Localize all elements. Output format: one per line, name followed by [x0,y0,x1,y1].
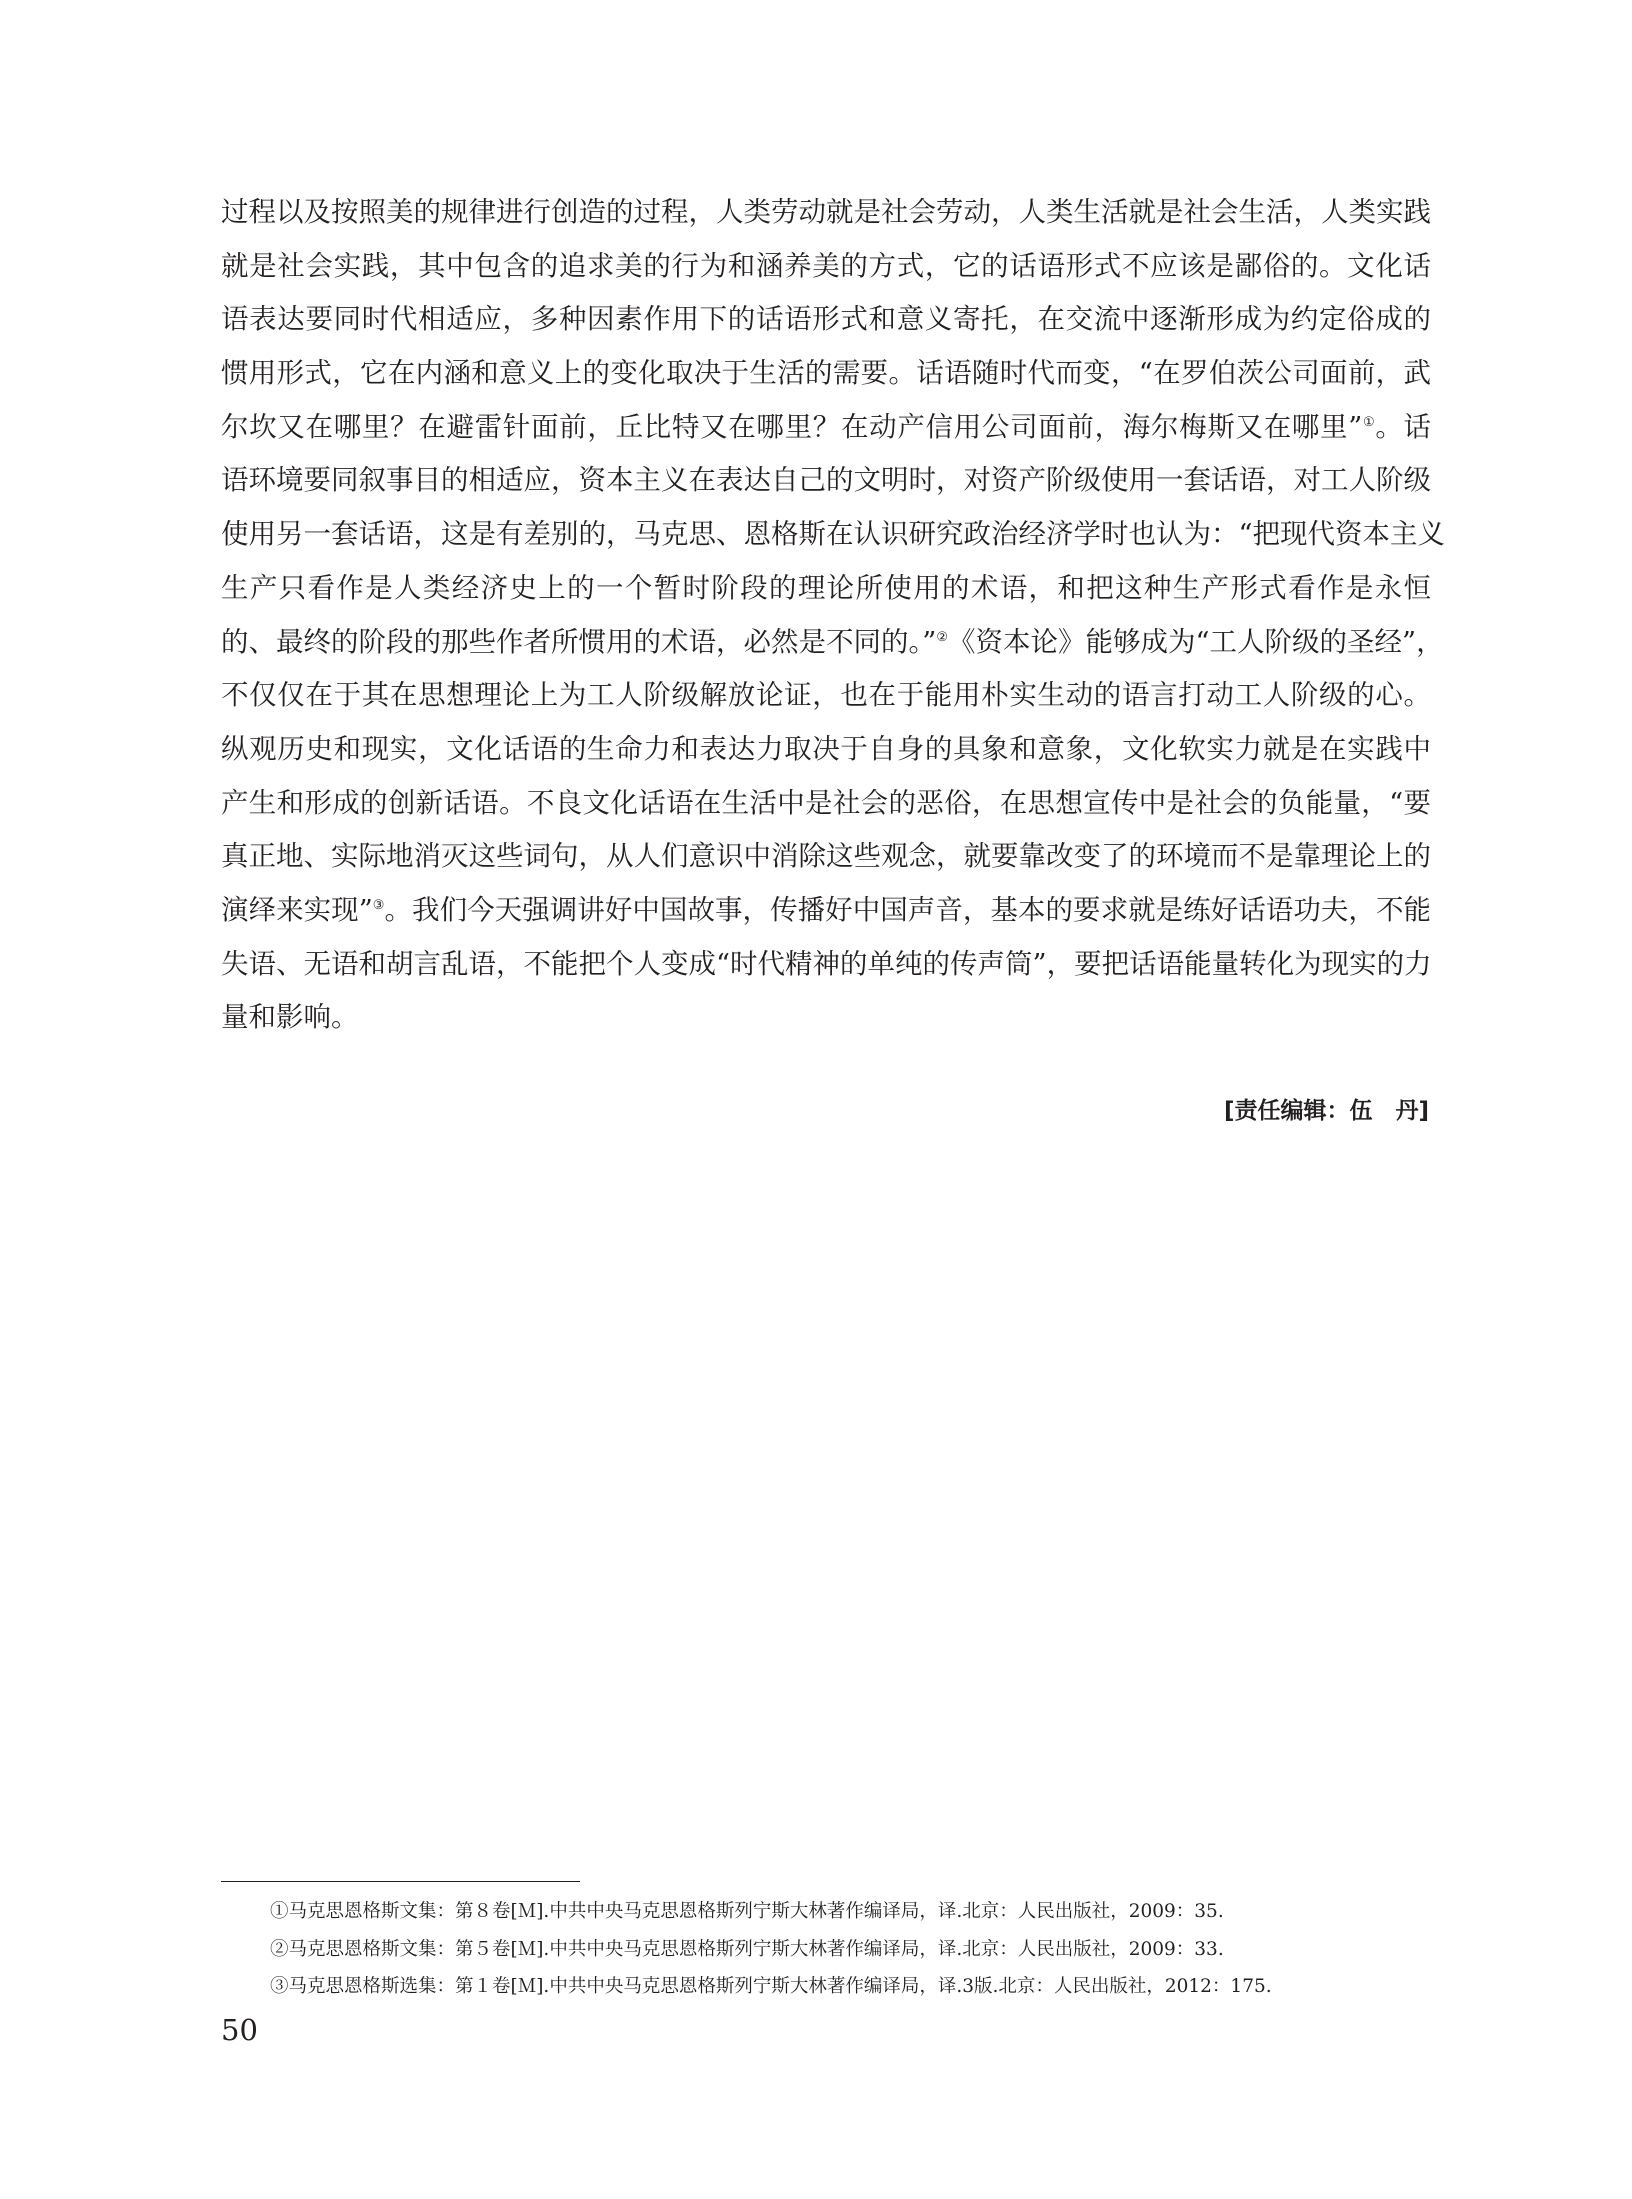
body-line: 惯用形式，它在内涵和意义上的变化取决于生活的需要。话语随时代而变，“在罗伯茨公司面前，武 [221,357,1431,390]
body-line: 不仅仅在于其在思想理论上为工人阶级解放论证，也在于能用朴实生动的语言打动工人阶级的心。 [221,679,1431,712]
footnote-ref-2: ② [936,629,948,645]
body-line: 语表达要同时代相适应，多种因素作用下的话语形式和意义寄托，在交流中逐渐形成为约定俗成的 [221,303,1431,336]
body-line-text: 。话 [1375,410,1432,443]
page-number: 50 [221,2013,258,2047]
body-line [221,616,1444,670]
body-line-text: 演绎来实现” [221,893,373,926]
footnote-item: ②马克思恩格斯文集：第５卷[Ｍ].中共中央马克思恩格斯列宁斯大林著作编译局，译.北京：人民出版社，2009：33. [270,1938,1224,1960]
body-line: 语环境要同叙事目的相适应，资本主义在表达自己的文明时，对资产阶级使用一套话语，对工人阶级 [221,464,1431,497]
body-line: 真正地、实际地消灭这些词句，从人们意识中消除这些观念，就要靠改变了的环境而不是靠理论上的 [221,840,1431,873]
editor-credit: [责任编辑：伍 丹] [1223,1098,1429,1124]
footnote-item: ①马克思恩格斯文集：第８卷[Ｍ].中共中央马克思恩格斯列宁斯大林著作编译局，译.北京：人民出版社，2009：35. [270,1901,1224,1922]
footnote-item: ③马克思恩格斯选集：第１卷[Ｍ].中共中央马克思恩格斯列宁斯大林著作编译局，译.3版.北京：人民出版社，2012：175. [270,1976,1272,1997]
footnote-ref-3: ③ [372,897,385,913]
body-line: 产生和形成的创新话语。不良文化话语在生活中是社会的恶俗，在思想宣传中是社会的负能量，“要 [221,786,1431,819]
body-line: 失语、无语和胡言乱语，不能把个人变成“时代精神的单纯的传声筒”，要把话语能量转化为现实的力 [221,947,1432,980]
body-line [221,401,1431,455]
body-line: 过程以及按照美的规律进行创造的过程，人类劳动就是社会劳动，人类生活就是社会生活，人类实践 [221,196,1431,228]
footnotes [270,1893,1272,2006]
body-line: 纵观历史和现实，文化话语的生命力和表达力取决于自身的具象和意象，文化软实力就是在实践中 [221,732,1431,765]
body-line-text: 。我们今天强调讲好中国故事，传播好中国声音，基本的要求就是练好话语功夫，不能 [384,893,1432,926]
body-line-text: 尔坎又在哪里？在避雷针面前，丘比特又在哪里？在动产信用公司面前，海尔梅斯又在哪里” [221,410,1363,443]
body-line: 就是社会实践，其中包含的追求美的行为和涵养美的方式，它的话语形式不应该是鄙俗的。文化话 [221,249,1431,282]
article-body [221,186,1446,1045]
body-line: 生产只看作是人类经济史上的一个暂时阶段的理论所使用的术语，和把这种生产形式看作是永恒 [221,571,1431,604]
body-line [221,884,1431,938]
body-line: 使用另一套话语，这是有差别的，马克思、恩格斯在认识研究政治经济学时也认为：“把现代资本主义 [221,518,1446,551]
footnote-divider [221,1881,580,1882]
body-line: 量和影响。 [221,1001,359,1034]
body-line-text: 《资本论》能够成为“工人阶级的圣经”， [947,625,1444,658]
footnote-ref-1: ① [1362,414,1376,430]
body-line-text: 的、最终的阶段的那些作者所惯用的术语，必然是不同的。” [221,625,937,658]
